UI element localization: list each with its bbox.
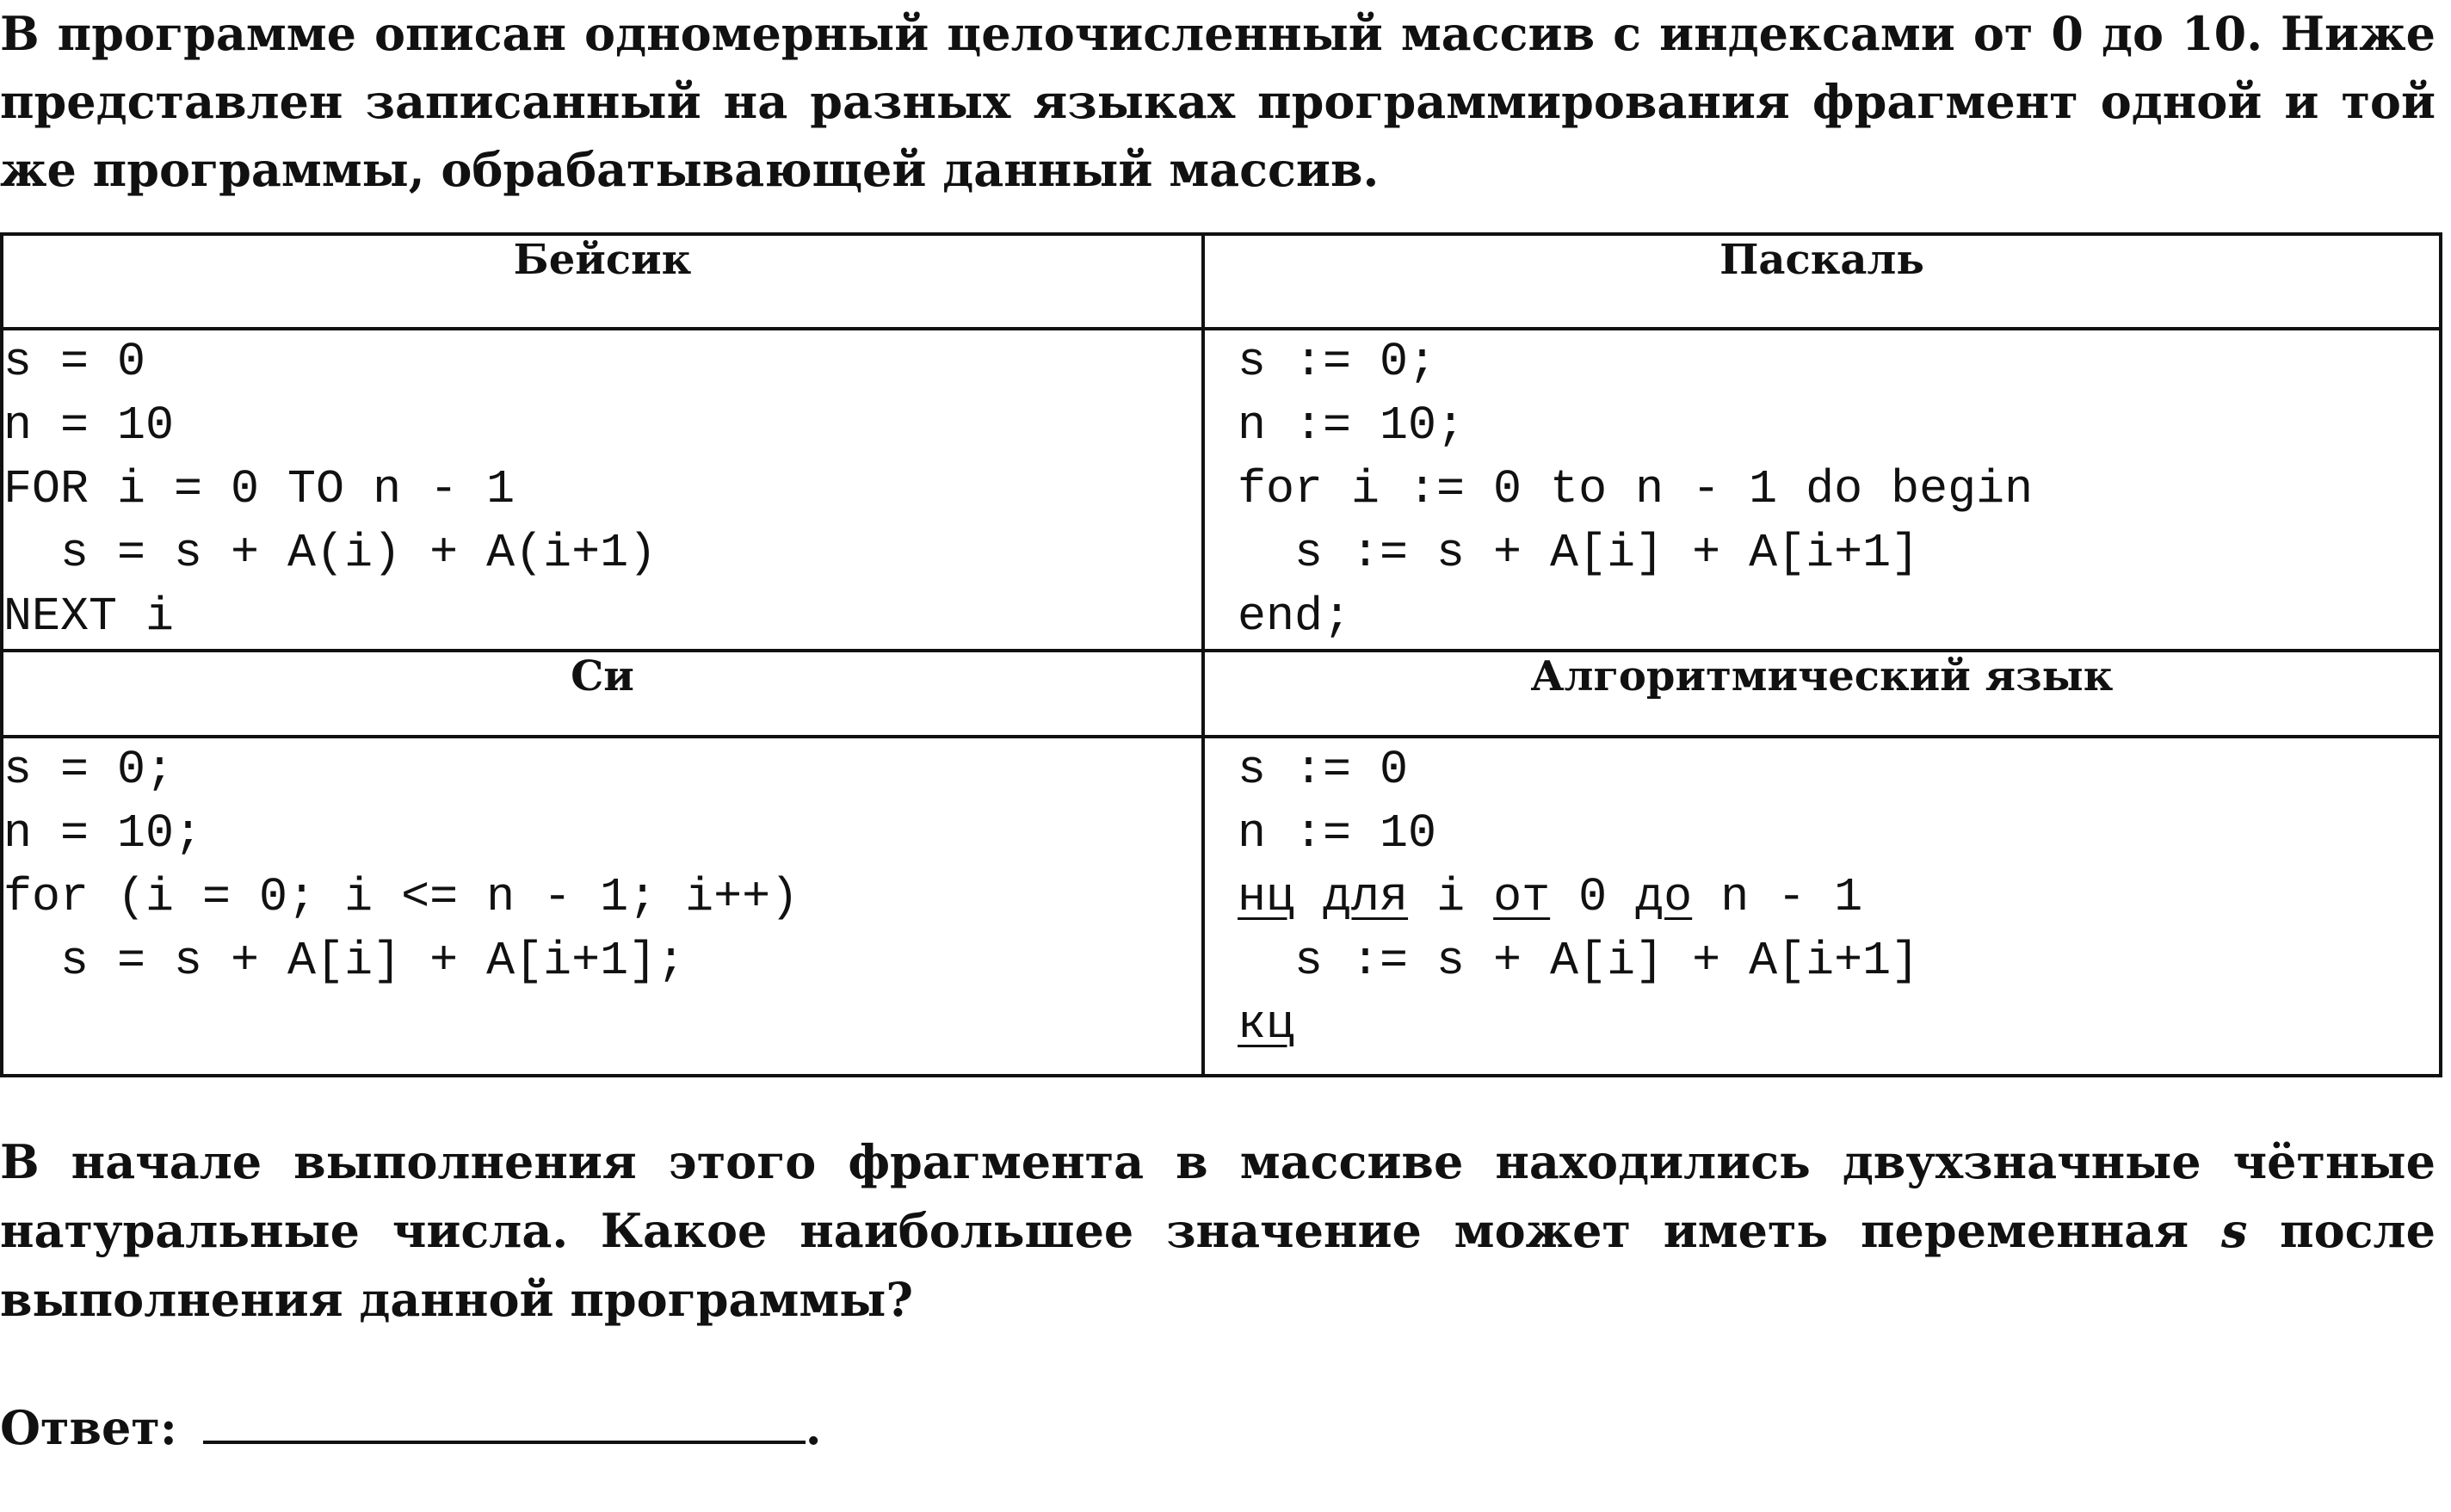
code-line-end <box>1238 993 2439 1057</box>
code-line: s := 0 <box>1238 743 1409 797</box>
answer-blank[interactable] <box>203 1392 806 1444</box>
header-algo: Алгоритмический язык <box>1203 651 2441 737</box>
keyword-do: до <box>1635 870 1693 924</box>
code-pascal <box>1203 329 2441 651</box>
answer-row <box>0 1392 822 1462</box>
answer-label: Ответ: <box>0 1400 177 1455</box>
code-line: s := 0; <box>1238 335 1437 389</box>
header-basic: Бейсик <box>2 234 1203 329</box>
intro-text: В программе описан одномерный целочисленный массив с индексами от 0 до 10. Ниже представлен записанный на разных языках программирования фрагмент одной и той же программы, обрабатывающей данный массив. <box>0 6 2436 197</box>
code-line: n := 10; <box>1238 398 1466 453</box>
code-algo <box>1203 737 2441 1076</box>
code-line: s := s + A[i] + A[i+1] <box>1238 526 1920 580</box>
task-question <box>0 1127 2436 1334</box>
loop-to: n - 1 <box>1720 870 1863 924</box>
code-table <box>0 232 2442 1077</box>
code-line: n = 10 <box>3 398 175 453</box>
keyword-dlya: для <box>1323 870 1409 924</box>
header-pascal: Паскаль <box>1203 234 2441 329</box>
code-line: n := 10 <box>1238 806 1437 861</box>
header-c: Си <box>2 651 1203 737</box>
code-line: NEXT i <box>3 589 175 644</box>
question-text-after: после выполнения данной программы? <box>0 1203 2436 1327</box>
question-text-before: В начале выполнения этого фрагмента в массиве находились двухзначные чётные натуральные числа. Какое наибольшее значение может иметь переменная <box>0 1134 2436 1258</box>
code-line: s = s + A[i] + A[i+1]; <box>3 934 686 988</box>
code-line: for (i = 0; i <= n - 1; i++) <box>3 870 800 924</box>
code-line: s = 0 <box>3 335 146 389</box>
keyword-nc: нц <box>1238 870 1295 924</box>
code-line: s = s + A(i) + A(i+1) <box>3 526 658 580</box>
loop-variable: i <box>1436 870 1466 924</box>
code-line: for i := 0 to n - 1 do begin <box>1238 462 2034 516</box>
task-intro <box>0 0 2436 204</box>
keyword-kc: кц <box>1238 997 1295 1052</box>
code-line: end; <box>1238 589 1352 644</box>
code-line: s := s + A[i] + A[i+1] <box>1238 934 1920 988</box>
answer-terminator: . <box>805 1400 822 1455</box>
question-variable: s <box>2220 1203 2248 1258</box>
loop-from: 0 <box>1578 870 1608 924</box>
code-line: FOR i = 0 TO n - 1 <box>3 462 516 516</box>
code-line-loop <box>1238 866 2439 929</box>
code-c <box>2 737 1203 1076</box>
code-basic <box>2 329 1203 651</box>
keyword-ot: от <box>1493 870 1551 924</box>
code-line: s = 0; <box>3 743 175 797</box>
code-line: n = 10; <box>3 806 203 861</box>
question-text <box>0 1127 2436 1334</box>
